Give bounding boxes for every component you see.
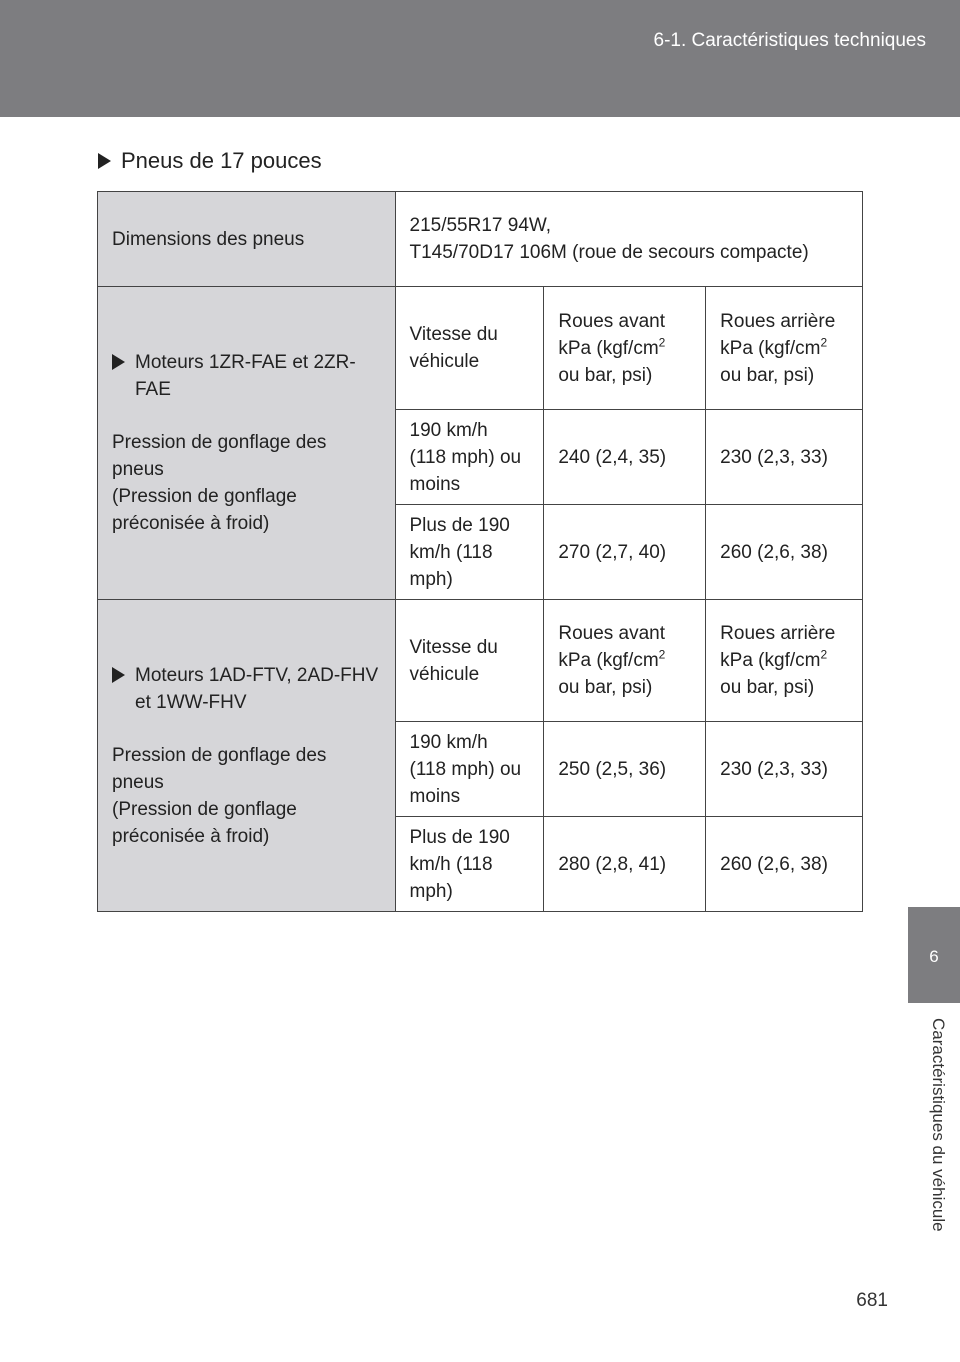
group-label bbox=[98, 600, 396, 912]
tire-size-line: 215/55R17 94W, bbox=[409, 215, 552, 236]
header-speed: Vitesse du véhicule bbox=[395, 287, 544, 410]
page-header bbox=[0, 0, 960, 117]
triangle-bullet-icon bbox=[112, 667, 125, 683]
tire-size-line: T145/70D17 106M (roue de secours compacte) bbox=[409, 242, 809, 263]
speed-cell: 190 km/h (118 mph) ou moins bbox=[395, 722, 544, 817]
section-title: Pneus de 17 pouces bbox=[121, 148, 322, 173]
rear-pressure-cell: 260 (2,6, 38) bbox=[706, 505, 863, 600]
engine-heading bbox=[112, 662, 381, 716]
triangle-bullet-icon bbox=[112, 354, 125, 370]
header-rear: Roues arrière kPa ($kgf/cm^2$ ou bar, psi) bbox=[706, 287, 863, 410]
table-row bbox=[98, 287, 863, 410]
chapter-label: Caractéristiques du véhicule bbox=[929, 1018, 948, 1232]
group-label bbox=[98, 287, 396, 600]
pressure-label: Pression de gonflage des pneus bbox=[112, 432, 327, 480]
front-pressure-cell: 250 (2,5, 36) bbox=[544, 722, 706, 817]
speed-cell: 190 km/h (118 mph) ou moins bbox=[395, 410, 544, 505]
chapter-number: 6 bbox=[929, 947, 939, 966]
front-pressure-cell: 280 (2,8, 41) bbox=[544, 817, 706, 912]
table-row bbox=[98, 600, 863, 722]
front-pressure-cell: 240 (2,4, 35) bbox=[544, 410, 706, 505]
engine-heading bbox=[112, 349, 381, 403]
pressure-note: (Pression de gonflage préconisée à froid) bbox=[112, 798, 297, 847]
engine-name: Moteurs 1AD-FTV, 2AD-FHV et 1WW-FHV bbox=[135, 664, 379, 713]
rear-pressure-cell: 230 (2,3, 33) bbox=[706, 410, 863, 505]
tire-spec-table bbox=[97, 191, 863, 912]
rear-pressure-cell: 260 (2,6, 38) bbox=[706, 817, 863, 912]
page-number: 681 bbox=[856, 1290, 888, 1311]
engine-name: Moteurs 1ZR-FAE et 2ZR-FAE bbox=[135, 352, 356, 400]
section-heading bbox=[98, 148, 322, 174]
breadcrumb: 6-1. Caractéristiques techniques bbox=[653, 30, 926, 51]
pressure-label: Pression de gonflage des pneus bbox=[112, 744, 327, 793]
rear-pressure-cell: 230 (2,3, 33) bbox=[706, 722, 863, 817]
table-row bbox=[98, 192, 863, 287]
header-front: Roues avant kPa ($kgf/cm^2$ ou bar, psi) bbox=[544, 287, 706, 410]
tire-size-value bbox=[395, 192, 863, 287]
header-rear: Roues arrière kPa ($kgf/cm^2$ ou bar, psi) bbox=[706, 600, 863, 722]
triangle-bullet-icon bbox=[98, 153, 111, 169]
front-pressure-cell: 270 (2,7, 40) bbox=[544, 505, 706, 600]
speed-cell: Plus de 190 km/h (118 mph) bbox=[395, 817, 544, 912]
header-speed: Vitesse du véhicule bbox=[395, 600, 544, 722]
chapter-tab[interactable] bbox=[908, 907, 960, 1003]
header-front: Roues avant kPa ($kgf/cm^2$ ou bar, psi) bbox=[544, 600, 706, 722]
pressure-note: (Pression de gonflage préconisée à froid) bbox=[112, 486, 297, 534]
speed-cell: Plus de 190 km/h (118 mph) bbox=[395, 505, 544, 600]
tire-size-label: Dimensions des pneus bbox=[98, 192, 396, 287]
